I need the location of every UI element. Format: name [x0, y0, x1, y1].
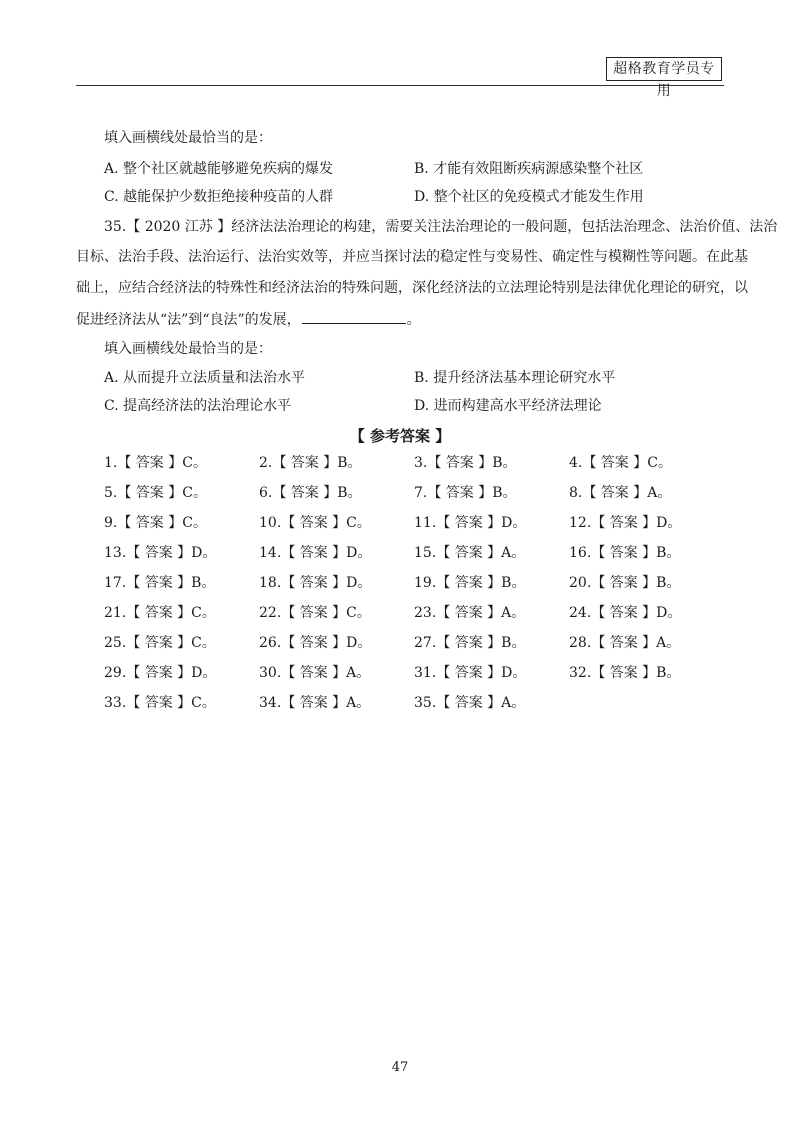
answer-item: 32.【 答案 】B。 — [569, 665, 681, 681]
q35-stem-line-1: 35.【 2020 江苏 】经济法法治理论的构建，需要关注法治理论的一般问题，包括法治理念、法治价值、法治 — [104, 219, 778, 235]
answer-item: 15.【 答案 】A。 — [414, 545, 526, 561]
q35-stem-line-3: 础上，应结合经济法的特殊性和经济法治的特殊问题，深化经济法的立法理论特别是法律优化理论的研究，以 — [76, 280, 748, 296]
page-number: 47 — [391, 1060, 409, 1075]
q35-option-a: A. 从而提升立法质量和法治水平 — [104, 370, 306, 386]
answer-item: 31.【 答案 】D。 — [414, 665, 527, 681]
q34-option-b: B. 才能有效阻断疾病源感染整个社区 — [414, 161, 644, 177]
q35-option-d: D. 进而构建高水平经济法理论 — [414, 398, 602, 414]
answer-item: 21.【 答案 】C。 — [104, 605, 216, 621]
header-badge: 超格教育学员专用 — [606, 57, 722, 81]
q34-option-d: D. 整个社区的免疫模式才能发生作用 — [414, 189, 644, 205]
answer-item: 12.【 答案 】D。 — [569, 515, 682, 531]
answer-item: 25.【 答案 】C。 — [104, 635, 216, 651]
answer-item: 16.【 答案 】B。 — [569, 545, 681, 561]
q35-options-row-2 — [104, 396, 724, 416]
q35-stem-line-4 — [76, 309, 724, 330]
answer-item: 33.【 答案 】C。 — [104, 695, 216, 711]
q35-prompt: 填入画横线处最恰当的是： — [104, 341, 272, 357]
answer-item: 26.【 答案 】D。 — [259, 635, 372, 651]
answer-item: 28.【 答案 】A。 — [569, 635, 681, 651]
answer-item: 24.【 答案 】D。 — [569, 605, 682, 621]
answer-item: 35.【 答案 】A。 — [414, 695, 526, 711]
q35-stem-line-2: 目标、法治手段、法治运行、法治实效等，并应当探讨法的稳定性与变易性、确定性与模糊性等问题。在此基 — [76, 249, 748, 265]
fill-in-blank — [302, 309, 406, 324]
answer-item: 5.【 答案 】C。 — [104, 485, 207, 501]
answer-item: 9.【 答案 】C。 — [104, 515, 207, 531]
q35-option-c: C. 提高经济法的法治理论水平 — [104, 398, 292, 414]
q34-prompt: 填入画横线处最恰当的是： — [104, 130, 272, 146]
answer-item: 6.【 答案 】B。 — [259, 485, 362, 501]
answer-item: 4.【 答案 】C。 — [569, 455, 672, 471]
answer-item: 7.【 答案 】B。 — [414, 485, 517, 501]
q34-options-row-2 — [104, 187, 724, 207]
answer-item: 17.【 答案 】B。 — [104, 575, 216, 591]
answer-item: 27.【 答案 】B。 — [414, 635, 526, 651]
q35-option-b: B. 提升经济法基本理论研究水平 — [414, 370, 616, 386]
q35-options-row-1 — [104, 368, 724, 388]
answer-item: 34.【 答案 】A。 — [259, 695, 371, 711]
answer-item: 8.【 答案 】A。 — [569, 485, 672, 501]
answer-item: 3.【 答案 】B。 — [414, 455, 517, 471]
q34-options-row-1 — [104, 159, 724, 179]
answer-item: 14.【 答案 】D。 — [259, 545, 372, 561]
answers-heading: 【 参考答案 】 — [349, 427, 451, 445]
answer-item: 19.【 答案 】B。 — [414, 575, 526, 591]
q34-option-c: C. 越能保护少数拒绝接种疫苗的人群 — [104, 189, 334, 205]
answer-item: 22.【 答案 】C。 — [259, 605, 371, 621]
answer-item: 1.【 答案 】C。 — [104, 455, 207, 471]
answer-item: 20.【 答案 】B。 — [569, 575, 681, 591]
answer-item: 30.【 答案 】A。 — [259, 665, 371, 681]
q35-stem-line-4-text: 促进经济法从“法”到“良法”的发展， — [76, 312, 301, 328]
answer-item: 18.【 答案 】D。 — [259, 575, 372, 591]
answer-item: 11.【 答案 】D。 — [414, 515, 527, 531]
q35-stem-line-4-end: 。 — [406, 312, 421, 328]
answer-item: 13.【 答案 】D。 — [104, 545, 217, 561]
answer-item: 23.【 答案 】A。 — [414, 605, 526, 621]
header-divider — [76, 85, 724, 86]
answer-item: 10.【 答案 】C。 — [259, 515, 371, 531]
q34-option-a: A. 整个社区就越能够避免疾病的爆发 — [104, 161, 334, 177]
answer-item: 29.【 答案 】D。 — [104, 665, 217, 681]
answer-item: 2.【 答案 】B。 — [259, 455, 362, 471]
